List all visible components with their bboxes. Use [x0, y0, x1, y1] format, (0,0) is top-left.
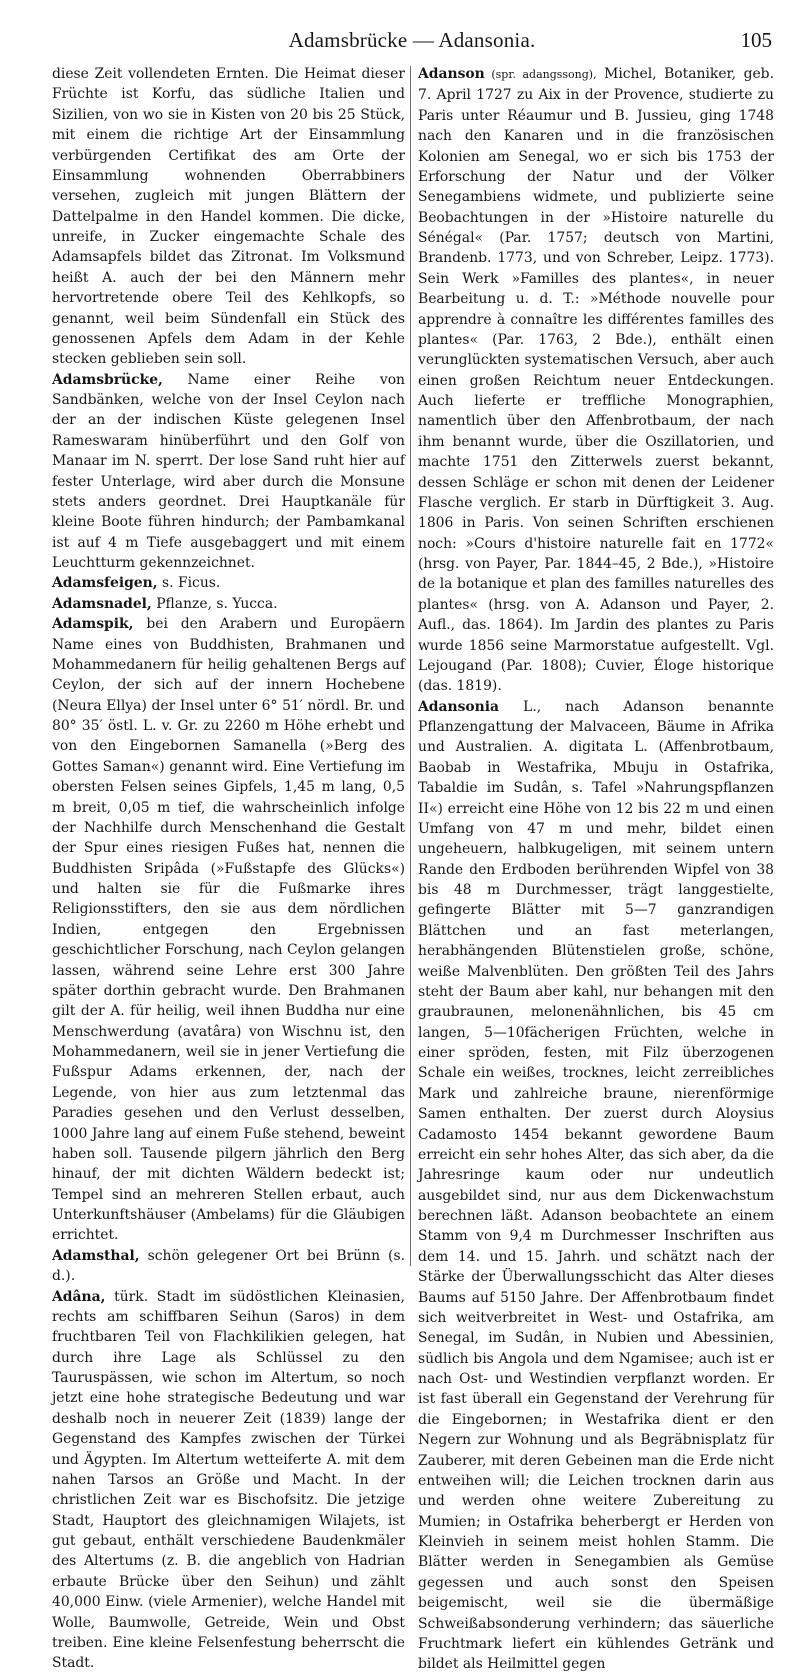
entry-adamsnadel [52, 594, 405, 614]
page-header [52, 22, 772, 56]
right-column [418, 64, 774, 1673]
entry-headword: Adâna, [52, 1288, 106, 1305]
entry-text: Michel, Botaniker, geb. 7. April 1727 zu Aix in der Provence, studierte zu Paris unter Réaumur und B. Jussieu, ging 1748 nach den Kanaren und in die französischen Kolonien am Senegal, wo er sich bis 1753 der Erforschung der Natur und der Völker Senegambiens widmete, und publizierte seine Beobachtungen in der »Histoire naturelle du Sénégal« (Par. 1757; deutsch von Martini, Brandenb. 1773, und von Schreber, Leipz. 1773). Sein Werk »Familles des plantes«, in neuer Bearbeitung u. d. T.: »Méthode nouvelle pour apprendre à connaître les différentes familles des plantes« (Par. 1763, 2 Bde.), enthält einen verunglückten systematischen Versuch, aber auch einen großen Reichtum neuer Entdeckungen. Auch lieferte er treffliche Monographien, namentlich über den Affenbrotbaum, der nach ihm benannt wurde, über die Oszillatorien, und machte 1751 den Zitterwels zuerst bekannt, dessen Schläge er schon mit denen der Leidener Flasche verglich. Er starb in Dürftigkeit 3. Aug. 1806 in Paris. Von seinen Schriften erschienen noch: »Cours d'histoire naturelle fait en 1772« (hrsg. von Payer, Par. 1844–45, 2 Bde.), »Histoire de la botanique et plan des familles naturelles des plantes« (hrsg. von A. Adanson und Payer, 2. Aufl., das. 1864). Im Jardin des plantes zu Paris wurde 1856 seine Marmorstatue aufgestellt. Vgl. Lejougand (Par. 1808); Cuvier, Éloge historique (das. 1819). [418, 66, 774, 695]
entry-text: s. Ficus. [157, 575, 221, 592]
entry-adana [52, 1287, 405, 1674]
entry-adamsthal [52, 1246, 405, 1287]
entry-headword: Adanson [418, 66, 485, 82]
entry-headword: Adamsthal, [52, 1247, 140, 1264]
entry-headword: Adamsbrücke, [52, 371, 163, 388]
running-title: Adamsbrücke — Adansonia. [288, 28, 536, 52]
pronunciation: (spr. adangssong), [484, 68, 597, 81]
entry-adanson [418, 64, 774, 697]
entry-headword: Adamspik, [52, 616, 134, 633]
entry-text: bei den Arabern und Europäern Name eines von Buddhisten, Brahmanen und Mohammedanern für heilig gehaltenen Bergs auf Ceylon, der sich auf der innern Hochebene (Neura Ellya) der Insel unter 6° 51′ nördl. Br. und 80° 35′ östl. L. v. Gr. zu 2260 m Höhe erhebt und von den Eingebornen Samanella (»Berg des Gottes Saman«) genannt wird. Eine Vertiefung im obersten Felsen seines Gipfels, 1,45 m lang, 0,5 m breit, 0,05 m tief, die wahrscheinlich infolge der Nachhilfe durch Menschenhand die Gestalt der Spur eines riesigen Fußes hat, nennen die Buddhisten Sripâda (»Fußstapfe des Glücks«) und halten sie für die Fußmarke ihres Religionsstifters, den sie aus dem nördlichen Indien, entgegen den Ergebnissen geschichtlicher Forschung, nach Ceylon gelangen lassen, während seine Lehre erst 300 Jahre später dorthin gebracht wurde. Den Brahmanen gilt der A. für heilig, weil ihnen Buddha nur eine Menschwerdung (avatâra) von Wischnu ist, den Mohammedanern, weil sie in jener Vertiefung die Fußspur Adams erkennen, der, nach der Legende, von hier aus zum letztenmal das Paradies gesehen und den Verlust desselben, 1000 Jahre lang auf einem Fuße stehend, beweint haben soll. Tausende pilgern jährlich den Berg hinauf, der mit dichten Wäldern bedeckt ist; Tempel sind an mehreren Stellen erbaut, auch Unterkunftshäuser (Ambelams) für die Gläubigen errichtet. [52, 616, 405, 1244]
left-column [52, 64, 405, 1672]
entry-headword: Adansonia [418, 698, 500, 715]
entry-adamspik [52, 614, 405, 1246]
column-divider [410, 66, 411, 1266]
entry-text: Name einer Reihe von Sandbänken, welche von der Insel Ceylon nach der an der indischen Küste gelegenen Insel Rameswaram hinüberführt und den Golf von Manaar im N. sperrt. Der lose Sand ruht hier auf fester Unterlage, wird aber durch die Monsune stets anders geordnet. Drei Hauptkanäle für kleine Boote führen hindurch; der Pambamkanal ist auf 4 m Tiefe ausgebaggert und mit einem Leuchtturm gekennzeichnet. [52, 371, 405, 571]
entry-text: türk. Stadt im südöstlichen Kleinasien, rechts am schiffbaren Seihun (Saros) in dem fruchtbaren Teil von Flachkilikien gelegen, hat durch ihre Lage als Schlüssel zu den Tauruspässen, wie schon im Altertum, so noch jetzt eine hohe strategische Bedeutung und war deshalb noch in neuerer Zeit (1839) lange der Gegenstand des Kampfes zwischen der Türkei und Ägypten. Im Altertum wetteiferte A. mit dem nahen Tarsos an Größe und Macht. In der christlichen Zeit war es Bischofsitz. Die jetzige Stadt, Hauptort des gleichnamigen Wilajets, ist gut gebaut, enthält verschiedene Baudenkmäler des Altertums (z. B. die angeblich von Hadrian erbaute Brücke über den Seihun) und zählt 40,000 Einw. (viele Armenier), welche Handel mit Wolle, Baumwolle, Getreide, Wein und Obst treiben. Eine kleine Felsenfestung beherrscht die Stadt. [52, 1288, 405, 1672]
entry-adansonia [418, 697, 774, 1675]
page-number: 105 [740, 28, 772, 52]
entry-adamsfeigen [52, 573, 405, 593]
entry-text: Pflanze, s. Yucca. [151, 595, 278, 612]
entry-text: schön gelegener Ort bei Brünn (s. d.). [52, 1247, 405, 1285]
entry-headword: Adamsfeigen, [52, 575, 158, 592]
continued-paragraph: diese Zeit vollendeten Ernten. Die Heimat dieser Früchte ist Korfu, das südliche Italien und Sizilien, von wo sie in Kisten von 20 bis 25 Stück, mit einem die richtige Art der Einsammlung verbürgenden Certifikat des am Orte der Einsammlung wohnenden Oberrabbiners versehen, zugleich mit jungen Blättern der Dattelpalme in den Handel kommen. Die dicke, unreife, in Zucker eingemachte Schale des Adamsapfels bildet das Zitronat. Im Volksmund heißt A. auch der bei den Männern mehr hervortretende obere Teil des Kehlkopfs, so genannt, weil beim Sündenfall ein Stück des genossenen Apfels dem Adam in der Kehle stecken geblieben sein soll. [52, 66, 405, 368]
entry-text: nach Adanson benannte Pflanzengattung der Malvaceen, Bäume in Afrika und Australien. A. digitata L. (Affenbrotbaum, Baobab in Westafrika, Mbuju in Ostafrika, Tabaldie im Sudân, s. Tafel »Nahrungspflanzen II«) erreicht eine Höhe von 12 bis 22 m und einen Umfang von 47 m und mehr, bildet einen ungeheuern, halbkugeligen, mit seinem untern Rande den Erdboden berührenden Wipfel von 38 bis 48 m Durchmesser, trägt langgestielte, gefingerte Blätter mit 5—7 ganzrandigen Blättchen und an fast meterlangen, herabhängenden Blütenstielen große, schöne, weiße Malvenblüten. Den größten Teil des Jahrs steht der Baum aber kahl, nur behangen mit den graubraunen, melonenähnlichen, bis 45 cm langen, 5—10fächerigen Früchten, welche in einer spröden, festen, mit Filz überzogenen Schale ein weißes, trocknes, leicht zerreibliches Mark und zahlreiche braune, nierenförmige Samen enthalten. Der zuerst durch Aloysius Cadamosto 1454 bekannt gewordene Baum erreicht ein sehr hohes Alter, das sich aber, da die Jahresringe kaum oder nur undeutlich ausgebildet sind, nur aus dem Dickenwachstum berechnen läßt. Adanson beobachtete an einem Stamm von 9,4 m Durchmesser Inschriften aus dem 14. und 15. Jahrh. und schätzt nach der Stärke der Überwallungsschicht das Alter dieses Baums auf 5150 Jahre. Der Affenbrotbaum findet sich weitverbreitet in West- und Ostafrika, am Senegal, im Sudân, in Nubien und Abessinien, südlich bis Angola und dem Ngamisee; auch ist er nach Ost- und Westindien verpflanzt worden. Er ist fast überall ein Gegenstand der Verehrung für die Eingebornen; in Westafrika dient er den Negern zur Wohnung und als Begräbnisplatz für Zauberer, mit deren Gebeinen man die Erde nicht entweihen will; die Leichen trocknen darin aus und werden ohne weitere Zubereitung zu Mumien; in Ostafrika beherbergt er Herden von Kleinvieh in seinem meist hohlen Stamm. Die Blätter werden in Senegambien als Gemüse gegessen und auch sonst den Speisen beigemischt, weil sie die übermäßige Schweißabsonderung verhindern; das säuerliche Fruchtmark liefert ein kühlendes Getränk und bildet als Heilmittel gegen [418, 698, 774, 1673]
entry-headword: Adamsnadel, [52, 595, 152, 612]
entry-adamsbruecke [52, 370, 405, 574]
author-abbreviation: L., [499, 698, 542, 715]
